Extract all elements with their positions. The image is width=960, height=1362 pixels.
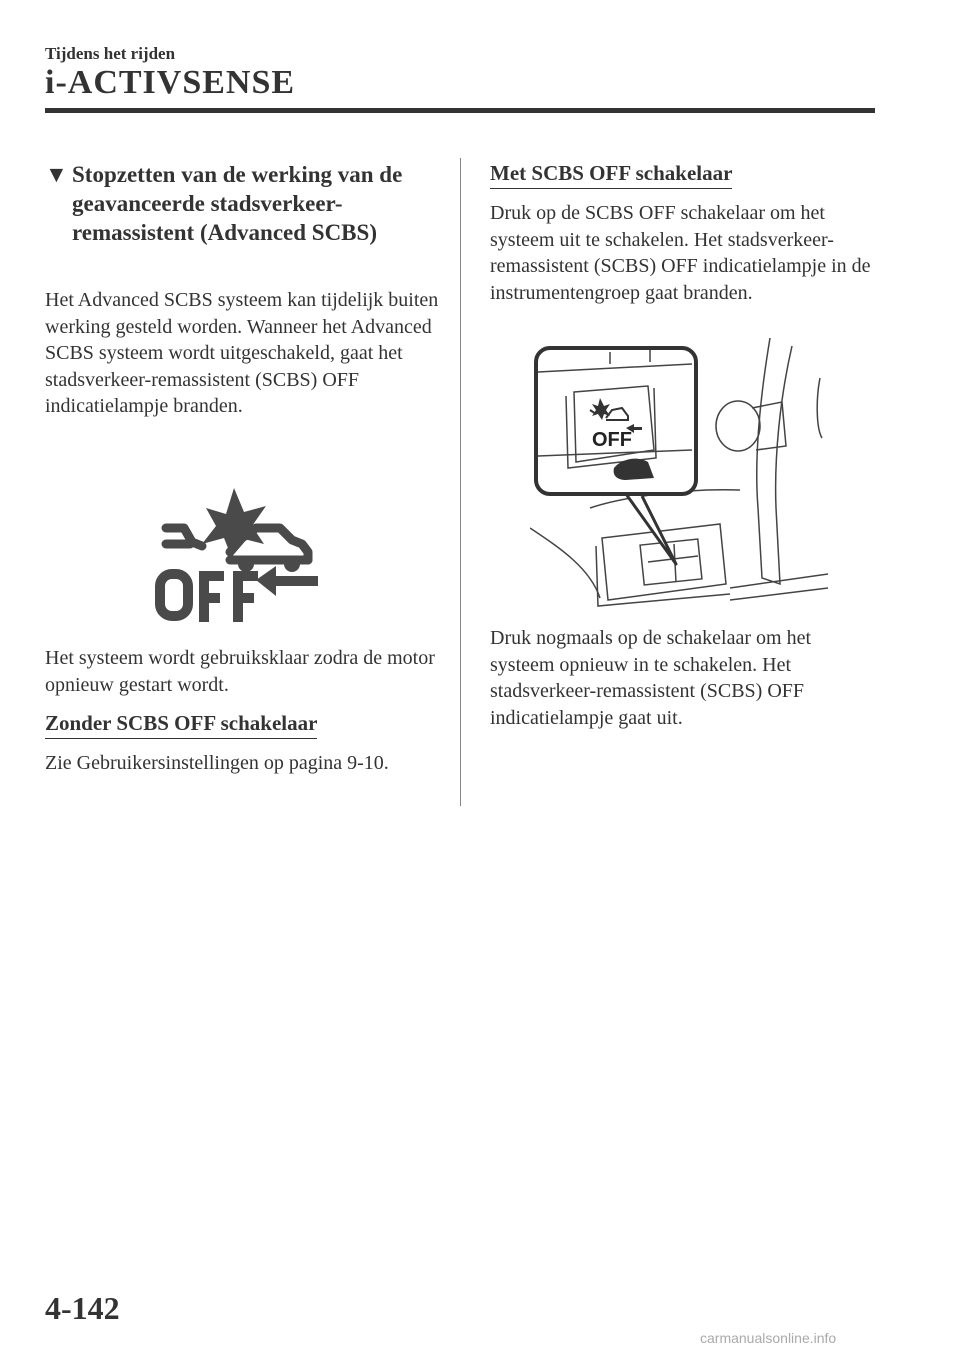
switch-off-paragraph: Druk op de SCBS OFF schakelaar om het systeem uit te schakelen. Het stadsverkeer-remassistent (SCBS) OFF indicatielampje in de instrumentengroep gaat branden.: [490, 202, 871, 304]
section-label: Tijdens het rijden: [45, 44, 176, 63]
triangle-marker-icon: ▼: [45, 162, 68, 187]
section-heading-text: Stopzetten van de werking van de geavanceerde stadsverkeer-remassistent (Advanced SCBS): [72, 162, 403, 245]
dashboard-scbs-off-switch-illustration: [530, 338, 830, 613]
chapter-title: i-ACTIVSENSE: [45, 64, 296, 101]
intro-paragraph: Het Advanced SCBS systeem kan tijdelijk buiten werking gesteld worden. Wanneer het Advanced SCBS systeem wordt uitgeschakeld, gaat het stadsverkeer-remassistent (SCBS) OFF indicatielampje branden.: [45, 289, 439, 417]
section-heading: [45, 160, 445, 247]
watermark: carmanualsonline.info: [700, 1330, 837, 1346]
subhead-without-switch: Zonder SCBS OFF schakelaar: [45, 710, 317, 739]
restart-paragraph: Het systeem wordt gebruiksklaar zodra de motor opnieuw gestart wordt.: [45, 647, 435, 696]
page-number: 4-142: [45, 1290, 120, 1326]
subhead-with-switch: Met SCBS OFF schakelaar: [490, 160, 732, 189]
settings-reference-paragraph: Zie Gebruikersinstellingen op pagina 9-10.: [45, 752, 389, 774]
switch-on-paragraph: Druk nogmaals op de schakelaar om het systeem opnieuw in te schakelen. Het stadsverkeer-remassistent (SCBS) OFF indicatielampje gaat uit.: [490, 627, 812, 729]
scbs-off-indicator-icon: [152, 486, 322, 626]
column-divider: [460, 158, 461, 806]
header-rule: [45, 108, 875, 113]
svg-text:OFF: OFF: [592, 429, 632, 451]
